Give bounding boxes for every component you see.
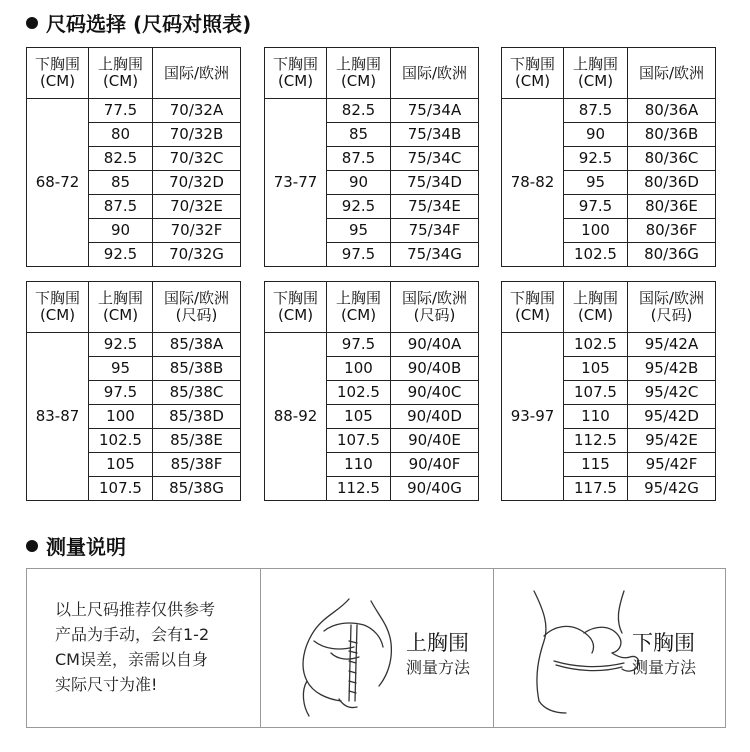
header-over-bust: 上胸围 (CM) <box>89 282 153 333</box>
header-over-bust: 上胸围 (CM) <box>89 48 153 99</box>
over-bust-value: 115 <box>564 453 628 477</box>
header-over-bust: 上胸围 (CM) <box>327 282 391 333</box>
over-bust-value: 102.5 <box>327 381 391 405</box>
over-bust-value: 87.5 <box>327 147 391 171</box>
header-under-bust: 下胸围 (CM) <box>27 48 89 99</box>
over-bust-value: 82.5 <box>327 99 391 123</box>
over-bust-value: 90 <box>89 219 153 243</box>
size-table <box>501 47 716 267</box>
intl-size-value: 70/32G <box>153 243 241 267</box>
over-bust-value: 80 <box>89 123 153 147</box>
measure-title: 测量说明 <box>46 535 126 559</box>
over-bust-value: 97.5 <box>564 195 628 219</box>
note-line: 实际尺寸为准! <box>55 675 158 694</box>
over-bust-value: 92.5 <box>89 243 153 267</box>
size-chart-title: 尺码选择 (尺码对照表) <box>46 12 252 36</box>
over-bust-value: 95 <box>564 171 628 195</box>
under-bust-range: 93-97 <box>502 333 564 501</box>
intl-size-value: 85/38C <box>153 381 241 405</box>
bullet-icon <box>26 17 38 29</box>
over-bust-value: 90 <box>564 123 628 147</box>
over-bust-value: 97.5 <box>327 243 391 267</box>
over-bust-value: 112.5 <box>327 477 391 501</box>
table-header-row <box>27 282 241 333</box>
header-intl-size: 国际/欧洲 (尺码) <box>391 282 479 333</box>
table-header-row <box>502 48 716 99</box>
intl-size-value: 80/36E <box>628 195 716 219</box>
over-bust-value: 105 <box>564 357 628 381</box>
table-header-row <box>502 282 716 333</box>
intl-size-value: 90/40A <box>391 333 479 357</box>
intl-size-value: 90/40B <box>391 357 479 381</box>
table-header-row <box>265 282 479 333</box>
over-bust-value: 77.5 <box>89 99 153 123</box>
intl-size-value: 95/42D <box>628 405 716 429</box>
over-bust-value: 85 <box>327 123 391 147</box>
measure-heading <box>26 531 126 560</box>
over-bust-value: 90 <box>327 171 391 195</box>
under-bust-range: 68-72 <box>27 99 89 267</box>
under-bust-range: 88-92 <box>265 333 327 501</box>
intl-size-value: 80/36F <box>628 219 716 243</box>
over-bust-value: 100 <box>327 357 391 381</box>
measure-note-cell <box>27 569 260 727</box>
over-bust-value: 110 <box>327 453 391 477</box>
header-intl-size: 国际/欧洲 <box>153 48 241 99</box>
intl-size-value: 70/32E <box>153 195 241 219</box>
size-table <box>26 281 241 501</box>
over-bust-value: 107.5 <box>89 477 153 501</box>
measure-panel <box>26 568 726 728</box>
header-under-bust: 下胸围 (CM) <box>502 48 564 99</box>
over-bust-value: 95 <box>327 219 391 243</box>
intl-size-value: 90/40E <box>391 429 479 453</box>
intl-size-value: 70/32D <box>153 171 241 195</box>
intl-size-value: 95/42A <box>628 333 716 357</box>
table-row <box>265 99 479 123</box>
over-bust-value: 102.5 <box>564 333 628 357</box>
table-row <box>502 99 716 123</box>
intl-size-value: 80/36D <box>628 171 716 195</box>
under-bust-method: 测量方法 <box>632 658 697 677</box>
intl-size-value: 80/36A <box>628 99 716 123</box>
over-bust-value: 87.5 <box>564 99 628 123</box>
intl-size-value: 85/38B <box>153 357 241 381</box>
over-bust-value: 110 <box>564 405 628 429</box>
table-header-row <box>27 48 241 99</box>
table-header-row <box>265 48 479 99</box>
intl-size-value: 85/38G <box>153 477 241 501</box>
over-bust-value: 112.5 <box>564 429 628 453</box>
note-line: 产品为手动，会有1-2 <box>55 625 210 644</box>
header-under-bust: 下胸围 (CM) <box>265 282 327 333</box>
over-bust-value: 95 <box>89 357 153 381</box>
intl-size-value: 85/38A <box>153 333 241 357</box>
intl-size-value: 80/36B <box>628 123 716 147</box>
size-chart-heading <box>26 8 251 37</box>
intl-size-value: 90/40C <box>391 381 479 405</box>
size-table <box>26 47 241 267</box>
intl-size-value: 75/34E <box>391 195 479 219</box>
intl-size-value: 85/38F <box>153 453 241 477</box>
intl-size-value: 70/32A <box>153 99 241 123</box>
intl-size-value: 75/34G <box>391 243 479 267</box>
over-bust-value: 92.5 <box>327 195 391 219</box>
over-bust-value: 85 <box>89 171 153 195</box>
header-intl-size: 国际/欧洲 <box>391 48 479 99</box>
under-bust-range: 83-87 <box>27 333 89 501</box>
intl-size-value: 85/38E <box>153 429 241 453</box>
header-intl-size: 国际/欧洲 <box>628 48 716 99</box>
intl-size-value: 75/34F <box>391 219 479 243</box>
over-bust-value: 92.5 <box>89 333 153 357</box>
table-row <box>265 333 479 357</box>
upper-bust-label: 上胸围 <box>406 631 469 655</box>
over-bust-value: 100 <box>89 405 153 429</box>
intl-size-value: 95/42B <box>628 357 716 381</box>
intl-size-value: 95/42F <box>628 453 716 477</box>
size-table <box>264 47 479 267</box>
over-bust-value: 102.5 <box>89 429 153 453</box>
under-bust-range: 73-77 <box>265 99 327 267</box>
over-bust-value: 100 <box>564 219 628 243</box>
size-table <box>264 281 479 501</box>
intl-size-value: 95/42G <box>628 477 716 501</box>
over-bust-value: 82.5 <box>89 147 153 171</box>
intl-size-value: 90/40G <box>391 477 479 501</box>
size-table <box>501 281 716 501</box>
header-over-bust: 上胸围 (CM) <box>327 48 391 99</box>
intl-size-value: 75/34B <box>391 123 479 147</box>
intl-size-value: 75/34A <box>391 99 479 123</box>
header-under-bust: 下胸围 (CM) <box>265 48 327 99</box>
over-bust-value: 102.5 <box>564 243 628 267</box>
table-row <box>27 99 241 123</box>
intl-size-value: 95/42E <box>628 429 716 453</box>
over-bust-value: 107.5 <box>327 429 391 453</box>
intl-size-value: 80/36C <box>628 147 716 171</box>
intl-size-value: 80/36G <box>628 243 716 267</box>
intl-size-value: 95/42C <box>628 381 716 405</box>
measure-note <box>55 597 215 697</box>
over-bust-value: 105 <box>327 405 391 429</box>
note-line: CM误差，亲需以自身 <box>55 650 208 669</box>
header-over-bust: 上胸围 (CM) <box>564 282 628 333</box>
bullet-icon <box>26 540 38 552</box>
table-row <box>502 333 716 357</box>
note-line: 以上尺码推荐仅供参考 <box>55 600 216 619</box>
over-bust-value: 97.5 <box>327 333 391 357</box>
intl-size-value: 75/34C <box>391 147 479 171</box>
intl-size-value: 70/32B <box>153 123 241 147</box>
under-bust-cell <box>493 569 725 727</box>
upper-bust-method: 测量方法 <box>406 658 471 677</box>
header-under-bust: 下胸围 (CM) <box>27 282 89 333</box>
header-intl-size: 国际/欧洲 (尺码) <box>153 282 241 333</box>
intl-size-value: 70/32F <box>153 219 241 243</box>
over-bust-value: 105 <box>89 453 153 477</box>
table-row <box>27 333 241 357</box>
intl-size-value: 90/40D <box>391 405 479 429</box>
intl-size-value: 70/32C <box>153 147 241 171</box>
upper-bust-cell <box>260 569 493 727</box>
intl-size-value: 90/40F <box>391 453 479 477</box>
intl-size-value: 85/38D <box>153 405 241 429</box>
under-bust-label: 下胸围 <box>632 631 695 655</box>
under-bust-range: 78-82 <box>502 99 564 267</box>
header-intl-size: 国际/欧洲 (尺码) <box>628 282 716 333</box>
intl-size-value: 75/34D <box>391 171 479 195</box>
header-over-bust: 上胸围 (CM) <box>564 48 628 99</box>
over-bust-value: 107.5 <box>564 381 628 405</box>
over-bust-value: 92.5 <box>564 147 628 171</box>
over-bust-value: 87.5 <box>89 195 153 219</box>
over-bust-value: 97.5 <box>89 381 153 405</box>
over-bust-value: 117.5 <box>564 477 628 501</box>
header-under-bust: 下胸围 (CM) <box>502 282 564 333</box>
